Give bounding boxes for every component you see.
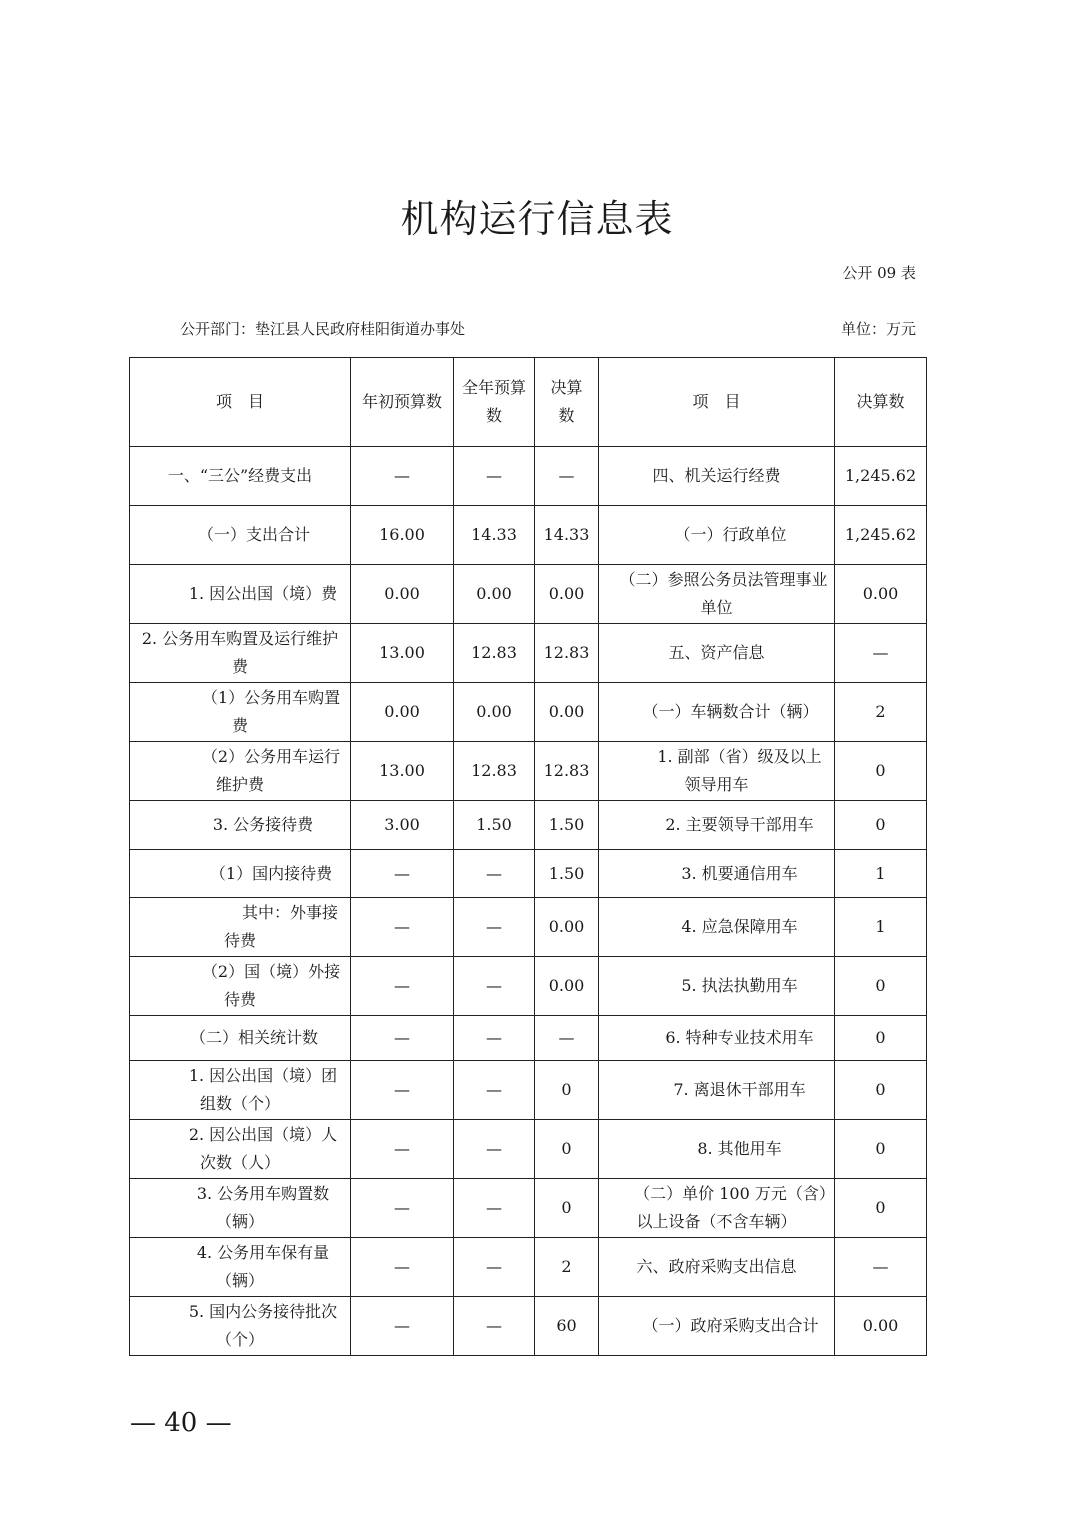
table-row xyxy=(130,850,927,898)
row-item: （二）相关统计数 xyxy=(130,1016,351,1061)
cell-final: 2 xyxy=(535,1238,599,1297)
row-item-right: 8. 其他用车 xyxy=(599,1120,835,1179)
cell-final: 0.00 xyxy=(535,957,599,1016)
table-row xyxy=(130,1179,927,1238)
cell-annual: 12.83 xyxy=(454,742,535,801)
row-item-right: （一）行政单位 xyxy=(599,506,835,565)
cell-final: 14.33 xyxy=(535,506,599,565)
table-row xyxy=(130,1238,927,1297)
row-item: （1）国内接待费 xyxy=(130,850,351,898)
cell-final-right: 0 xyxy=(835,1016,927,1061)
cell-final: — xyxy=(535,1016,599,1061)
cell-final-right: 0 xyxy=(835,742,927,801)
cell-final-right: 0 xyxy=(835,801,927,850)
cell-initial: — xyxy=(351,898,454,957)
cell-annual: 1.50 xyxy=(454,801,535,850)
cell-annual: — xyxy=(454,447,535,506)
row-item-right: 4. 应急保障用车 xyxy=(599,898,835,957)
table-row xyxy=(130,801,927,850)
cell-final-right: — xyxy=(835,1238,927,1297)
header-row xyxy=(130,358,927,447)
table-row xyxy=(130,447,927,506)
row-item: 1. 因公出国（境）团组数（个） xyxy=(130,1061,351,1120)
table-row xyxy=(130,742,927,801)
cell-final: 0 xyxy=(535,1061,599,1120)
table-row xyxy=(130,1297,927,1356)
cell-final: 12.83 xyxy=(535,742,599,801)
table-row xyxy=(130,683,927,742)
row-item: （一）支出合计 xyxy=(130,506,351,565)
table-row xyxy=(130,624,927,683)
cell-final: 1.50 xyxy=(535,801,599,850)
table-row xyxy=(130,898,927,957)
cell-initial: — xyxy=(351,447,454,506)
cell-initial: — xyxy=(351,1238,454,1297)
row-item-right: 1. 副部（省）级及以上领导用车 xyxy=(599,742,835,801)
cell-final-right: 1,245.62 xyxy=(835,506,927,565)
row-item: 3. 公务接待费 xyxy=(130,801,351,850)
row-item-right: 五、资产信息 xyxy=(599,624,835,683)
cell-initial: — xyxy=(351,957,454,1016)
table-row xyxy=(130,565,927,624)
row-item: 1. 因公出国（境）费 xyxy=(130,565,351,624)
header-annual-budget: 全年预算数 xyxy=(454,358,535,447)
row-item: （2）国（境）外接待费 xyxy=(130,957,351,1016)
cell-final-right: 1,245.62 xyxy=(835,447,927,506)
cell-final-right: 0 xyxy=(835,1120,927,1179)
row-item: 2. 因公出国（境）人次数（人） xyxy=(130,1120,351,1179)
cell-initial: — xyxy=(351,1120,454,1179)
cell-annual: 0.00 xyxy=(454,565,535,624)
cell-initial: 13.00 xyxy=(351,742,454,801)
row-item: 其中：外事接待费 xyxy=(130,898,351,957)
cell-annual: 14.33 xyxy=(454,506,535,565)
cell-initial: — xyxy=(351,1179,454,1238)
row-item-right: （一）政府采购支出合计 xyxy=(599,1297,835,1356)
row-item-right: 3. 机要通信用车 xyxy=(599,850,835,898)
row-item-right: 7. 离退休干部用车 xyxy=(599,1061,835,1120)
table-row xyxy=(130,1061,927,1120)
cell-initial: 13.00 xyxy=(351,624,454,683)
table-number: 公开 09 表 xyxy=(842,264,916,282)
row-item: 一、“三公”经费支出 xyxy=(130,447,351,506)
header-final-right: 决算数 xyxy=(835,358,927,447)
cell-final: 60 xyxy=(535,1297,599,1356)
cell-annual: — xyxy=(454,1016,535,1061)
cell-final: 0.00 xyxy=(535,898,599,957)
cell-final-right: 1 xyxy=(835,850,927,898)
row-item: （2）公务用车运行维护费 xyxy=(130,742,351,801)
cell-annual: — xyxy=(454,1179,535,1238)
cell-initial: — xyxy=(351,1297,454,1356)
row-item-right: （二）单价 100 万元（含）以上设备（不含车辆） xyxy=(599,1179,835,1238)
table-row xyxy=(130,957,927,1016)
row-item: 4. 公务用车保有量（辆） xyxy=(130,1238,351,1297)
page-title: 机构运行信息表 xyxy=(400,197,674,241)
table-row xyxy=(130,506,927,565)
row-item-right: 6. 特种专业技术用车 xyxy=(599,1016,835,1061)
cell-final-right: 0.00 xyxy=(835,565,927,624)
cell-annual: — xyxy=(454,1238,535,1297)
department-label: 公开部门：垫江县人民政府桂阳街道办事处 xyxy=(180,320,466,338)
row-item-right: 2. 主要领导干部用车 xyxy=(599,801,835,850)
table-row xyxy=(130,1120,927,1179)
row-item: 3. 公务用车购置数（辆） xyxy=(130,1179,351,1238)
page-number: — 40 — xyxy=(130,1408,232,1438)
cell-final: — xyxy=(535,447,599,506)
cell-final: 0 xyxy=(535,1120,599,1179)
row-item: 2. 公务用车购置及运行维护费 xyxy=(130,624,351,683)
cell-initial: 16.00 xyxy=(351,506,454,565)
cell-final: 0 xyxy=(535,1179,599,1238)
cell-final: 1.50 xyxy=(535,850,599,898)
cell-final: 0.00 xyxy=(535,565,599,624)
cell-annual: — xyxy=(454,1120,535,1179)
cell-initial: — xyxy=(351,1061,454,1120)
cell-initial: 3.00 xyxy=(351,801,454,850)
header-final: 决算数 xyxy=(535,358,599,447)
cell-final-right: — xyxy=(835,624,927,683)
row-item-right: 六、政府采购支出信息 xyxy=(599,1238,835,1297)
cell-annual: 12.83 xyxy=(454,624,535,683)
table-row xyxy=(130,1016,927,1061)
info-table xyxy=(129,357,927,1356)
cell-final: 0.00 xyxy=(535,683,599,742)
cell-final: 12.83 xyxy=(535,624,599,683)
cell-annual: — xyxy=(454,850,535,898)
row-item-right: （一）车辆数合计（辆） xyxy=(599,683,835,742)
row-item: （1）公务用车购置费 xyxy=(130,683,351,742)
cell-annual: — xyxy=(454,1061,535,1120)
cell-initial: — xyxy=(351,850,454,898)
cell-initial: 0.00 xyxy=(351,683,454,742)
row-item-right: 四、机关运行经费 xyxy=(599,447,835,506)
cell-final-right: 2 xyxy=(835,683,927,742)
cell-final-right: 0 xyxy=(835,1179,927,1238)
cell-annual: — xyxy=(454,957,535,1016)
header-item: 项 目 xyxy=(130,358,351,447)
cell-final-right: 1 xyxy=(835,898,927,957)
row-item: 5. 国内公务接待批次（个） xyxy=(130,1297,351,1356)
row-item-right: （二）参照公务员法管理事业单位 xyxy=(599,565,835,624)
cell-initial: — xyxy=(351,1016,454,1061)
header-item-right: 项 目 xyxy=(599,358,835,447)
unit-label: 单位：万元 xyxy=(840,320,916,338)
cell-annual: — xyxy=(454,898,535,957)
cell-final-right: 0 xyxy=(835,957,927,1016)
cell-final-right: 0.00 xyxy=(835,1297,927,1356)
cell-initial: 0.00 xyxy=(351,565,454,624)
cell-annual: 0.00 xyxy=(454,683,535,742)
row-item-right: 5. 执法执勤用车 xyxy=(599,957,835,1016)
cell-annual: — xyxy=(454,1297,535,1356)
header-initial-budget: 年初预算数 xyxy=(351,358,454,447)
cell-final-right: 0 xyxy=(835,1061,927,1120)
